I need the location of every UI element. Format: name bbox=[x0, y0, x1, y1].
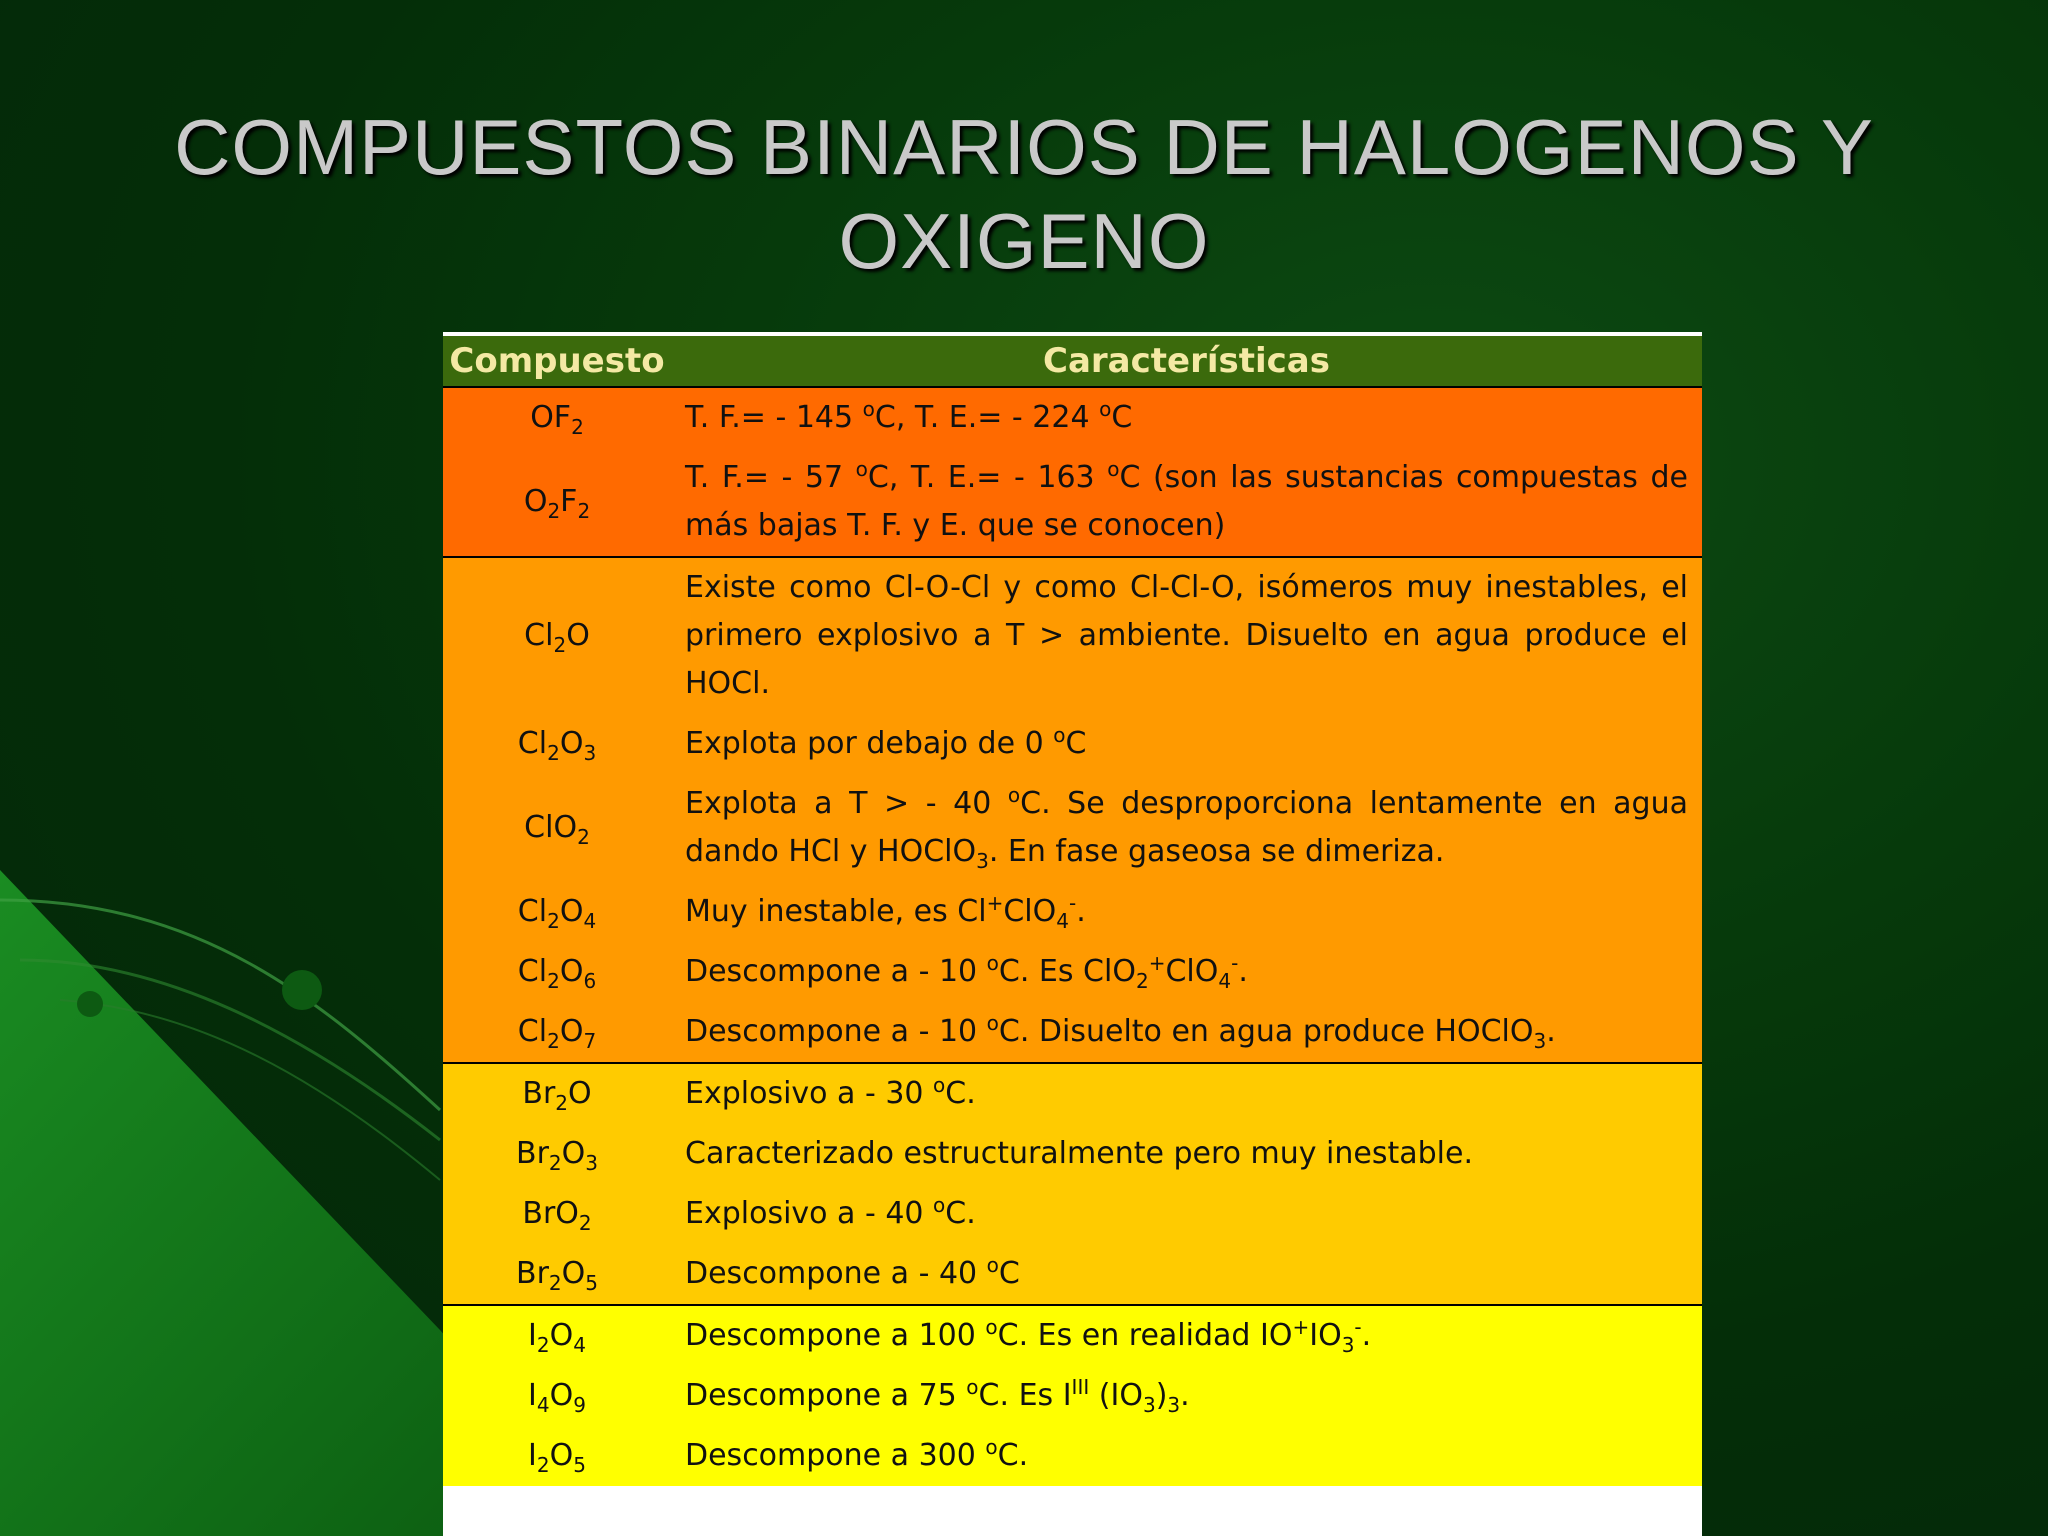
compound-formula: $Cl_2O_4$ bbox=[443, 882, 671, 942]
compound-formula: $Br_2O_3$ bbox=[443, 1124, 671, 1184]
compound-characteristics: Descompone a 100 $^o$C. Es en realidad $IO^+IO_3^-$. bbox=[671, 1305, 1702, 1366]
compound-formula: ClO$_2$ bbox=[443, 774, 671, 882]
table-row bbox=[443, 942, 1702, 1002]
compound-formula: $I_2O_4$ bbox=[443, 1305, 671, 1366]
table-row bbox=[443, 387, 1702, 448]
compound-formula: BrO$_2$ bbox=[443, 1184, 671, 1244]
table-row bbox=[443, 1305, 1702, 1366]
title-line-2: OXIGENO bbox=[838, 197, 1210, 285]
compound-characteristics: Descompone a - 40 $^o$C bbox=[671, 1244, 1702, 1305]
compound-formula: $Br_2O$ bbox=[443, 1063, 671, 1124]
compound-characteristics: Explota por debajo de 0 $^o$C bbox=[671, 714, 1702, 774]
table-row bbox=[443, 448, 1702, 557]
compounds-table-container bbox=[443, 332, 1702, 1536]
compound-characteristics: Explosivo a - 40 $^o$C. bbox=[671, 1184, 1702, 1244]
compound-formula: $Cl_2O_6$ bbox=[443, 942, 671, 1002]
table-row bbox=[443, 714, 1702, 774]
table-row bbox=[443, 1002, 1702, 1063]
compounds-table bbox=[443, 336, 1702, 1486]
compound-formula: $Cl_2O_7$ bbox=[443, 1002, 671, 1063]
compound-characteristics: Explosivo a - 30 $^o$C. bbox=[671, 1063, 1702, 1124]
compound-characteristics: Descompone a - 10 $^o$C. Disuelto en agua produce HOClO$_3$. bbox=[671, 1002, 1702, 1063]
table-row bbox=[443, 1366, 1702, 1426]
slide-title bbox=[0, 100, 2048, 288]
compound-formula: $I_4O_9$ bbox=[443, 1366, 671, 1426]
compound-characteristics: Muy inestable, es Cl+ClO$_4$-. bbox=[671, 882, 1702, 942]
compound-characteristics: Descompone a 300 $^o$C. bbox=[671, 1426, 1702, 1486]
table-row bbox=[443, 882, 1702, 942]
compound-characteristics: Descompone a - 10 $^o$C. Es ClO$_2$+ClO$_4$-. bbox=[671, 942, 1702, 1002]
compound-characteristics: T. F.= - 145 $^o$C, T. E.= - 224 $^o$C bbox=[671, 387, 1702, 448]
header-characteristics: Características bbox=[671, 336, 1702, 387]
table-header-row bbox=[443, 336, 1702, 387]
compound-characteristics: T. F.= - 57 $^o$C, T. E.= - 163 $^o$C (son las sustancias compuestas de más bajas T. F. y E. que se conocen) bbox=[671, 448, 1702, 557]
table-row bbox=[443, 774, 1702, 882]
table-body bbox=[443, 387, 1702, 1486]
compound-characteristics: Caracterizado estructuralmente pero muy inestable. bbox=[671, 1124, 1702, 1184]
header-compound: Compuesto bbox=[443, 336, 671, 387]
table-row bbox=[443, 1124, 1702, 1184]
table-row bbox=[443, 1244, 1702, 1305]
table-row bbox=[443, 1426, 1702, 1486]
compound-formula: $Br_2O_5$ bbox=[443, 1244, 671, 1305]
compound-formula: $O_2F_2$ bbox=[443, 448, 671, 557]
compound-formula: $I_2O_5$ bbox=[443, 1426, 671, 1486]
compound-characteristics: Existe como Cl-O-Cl y como Cl-Cl-O, isómeros muy inestables, el primero explosivo a T > ambiente. Disuelto en agua produce el HOCl. bbox=[671, 557, 1702, 714]
table-row bbox=[443, 1184, 1702, 1244]
compound-formula: $Cl_2O_3$ bbox=[443, 714, 671, 774]
compound-formula: $OF_2$ bbox=[443, 387, 671, 448]
compound-formula: $Cl_2O$ bbox=[443, 557, 671, 714]
compound-characteristics: Descompone a 75 $^o$C. Es $I^{III}$ $(IO_3)_3$. bbox=[671, 1366, 1702, 1426]
table-row bbox=[443, 557, 1702, 714]
table-row bbox=[443, 1063, 1702, 1124]
title-line-1: COMPUESTOS BINARIOS DE HALOGENOS Y bbox=[174, 103, 1874, 191]
compound-characteristics: Explota a T > - 40 $^o$C. Se desproporciona lentamente en agua dando HCl y HOClO$_3$. En fase gaseosa se dimeriza. bbox=[671, 774, 1702, 882]
